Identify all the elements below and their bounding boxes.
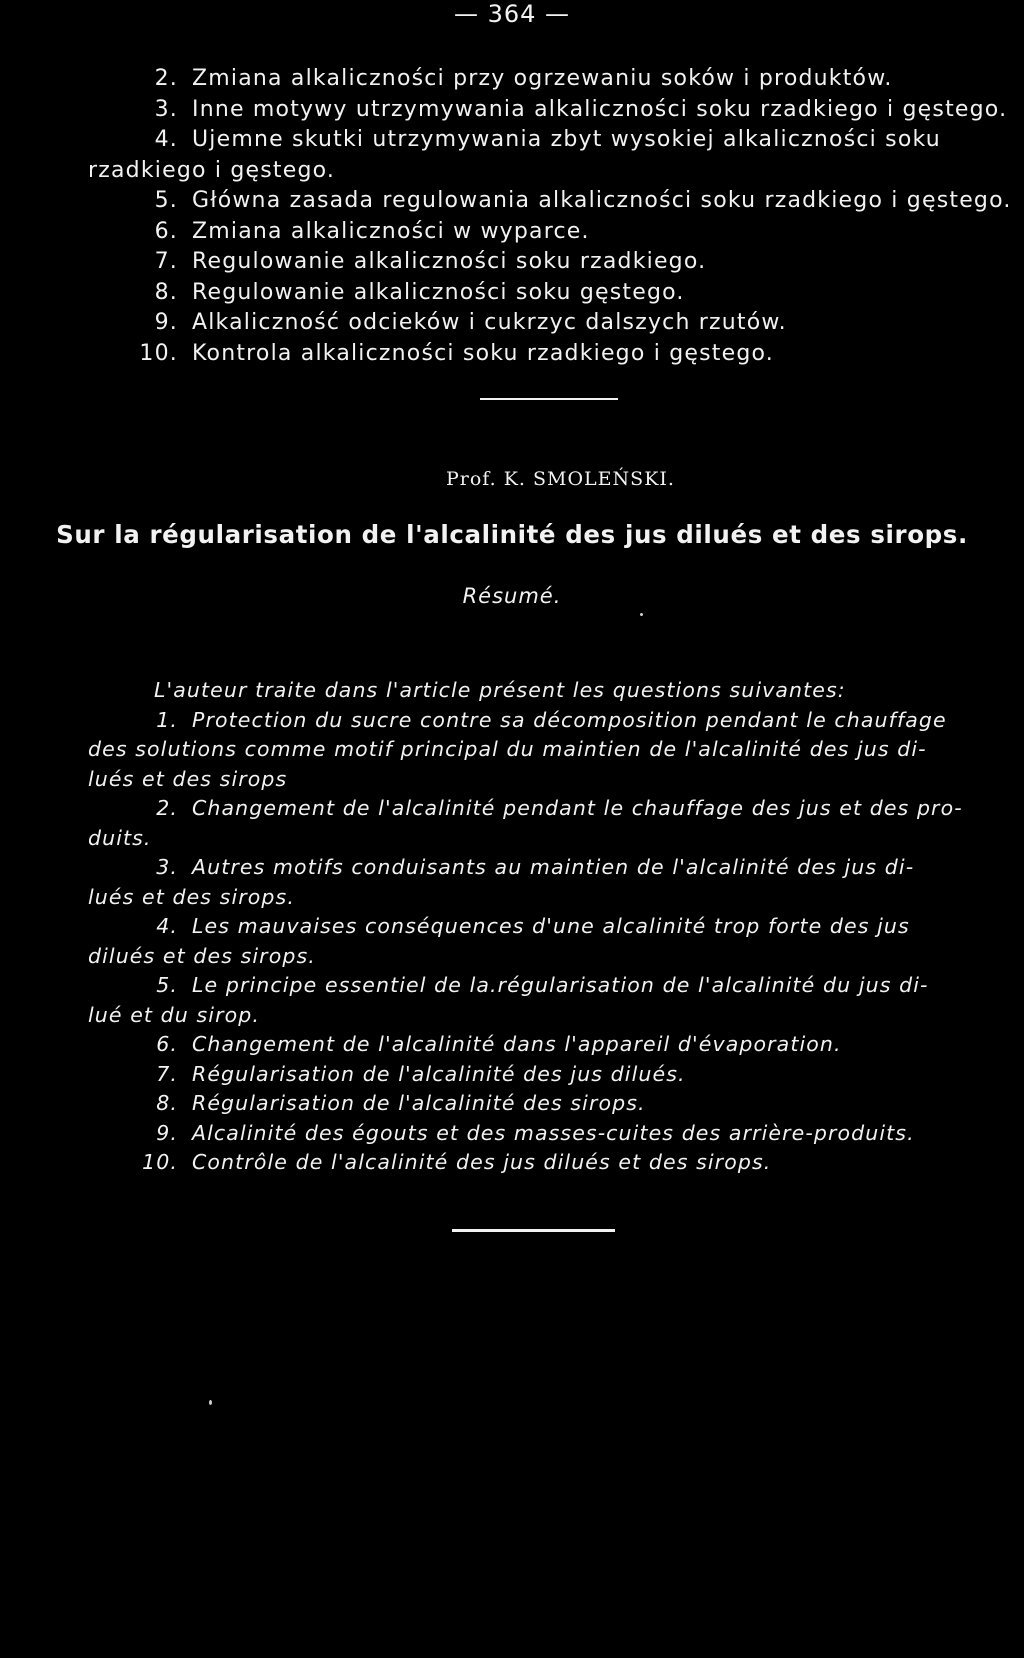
item-number: 4. xyxy=(154,127,178,152)
page-number: — 364 — xyxy=(453,0,571,28)
article-title: Sur la régularisation de l'alcalinité des jus dilués et des sirops. xyxy=(56,520,968,549)
item-number: 1. xyxy=(156,707,178,732)
item-text: Główna zasada regulowania alkaliczności soku rzadkiego i gęstego. xyxy=(192,188,1012,213)
list-item xyxy=(88,1030,1018,1060)
item-text: Alkaliczność odcieków i cukrzyc dalszych rzutów. xyxy=(192,310,787,335)
item-number: 2. xyxy=(156,796,178,820)
item-text: Le principe essentiel de la.régularisation de l'alcalinité du jus di- xyxy=(192,973,929,997)
list-item xyxy=(88,706,1018,795)
item-number: 9. xyxy=(156,1120,178,1145)
item-number: 6. xyxy=(154,218,178,244)
item-text: Changement de l'alcalinité dans l'appareil d'évaporation. xyxy=(192,1032,842,1056)
item-text: Les mauvaises conséquences d'une alcalinité trop forte des jus xyxy=(192,914,910,938)
author-name: Prof. K. SMOLEŃSKI. xyxy=(446,468,675,490)
item-text-continuation: duits. xyxy=(88,825,152,850)
item-number: 8. xyxy=(154,279,178,305)
item-number: 7. xyxy=(154,249,178,274)
list-item xyxy=(88,1060,1018,1090)
item-text: Kontrola alkaliczności soku rzadkiego i gęstego. xyxy=(192,340,774,366)
scan-speck xyxy=(209,1400,212,1405)
item-text: Ujemne skutki utrzymywania zbyt wysokiej alkaliczności soku xyxy=(192,127,941,152)
item-number: 4. xyxy=(156,914,178,938)
scan-speck xyxy=(640,613,643,616)
item-number: 2. xyxy=(154,66,178,91)
list-item xyxy=(88,308,1018,339)
item-text: Zmiana alkaliczności w wyparce. xyxy=(192,218,590,244)
item-text: Protection du sucre contre sa décomposition pendant le chauffage xyxy=(192,707,947,732)
list-item xyxy=(88,853,1018,912)
list-item xyxy=(88,1119,1018,1149)
item-number: 3. xyxy=(154,96,178,122)
list-item xyxy=(88,794,1018,853)
summary-heading: Résumé. xyxy=(462,584,562,608)
item-text: Régularisation de l'alcalinité des sirops. xyxy=(192,1091,646,1115)
list-item xyxy=(88,95,1018,126)
item-text: Régularisation de l'alcalinité des jus dilués. xyxy=(192,1061,686,1086)
item-text: Zmiana alkaliczności przy ogrzewaniu soków i produktów. xyxy=(192,66,893,91)
list-item xyxy=(88,1148,1018,1178)
list-item xyxy=(88,278,1018,309)
list-item xyxy=(88,186,1018,217)
list-item xyxy=(88,912,1018,971)
end-divider xyxy=(452,1229,615,1232)
item-text-continuation: lués et des sirops xyxy=(88,766,288,791)
item-number: 3. xyxy=(156,855,178,879)
item-number: 9. xyxy=(154,310,178,335)
item-number: 10. xyxy=(142,1150,178,1174)
item-text-continuation: lués et des sirops. xyxy=(88,884,295,909)
list-item xyxy=(88,64,1018,95)
polish-contents-list xyxy=(88,64,1018,369)
item-number: 7. xyxy=(156,1061,178,1086)
item-text: Contrôle de l'alcalinité des jus dilués et des sirops. xyxy=(192,1150,772,1174)
item-text: Inne motywy utrzymywania alkaliczności soku rzadkiego i gęstego. xyxy=(192,96,1008,122)
item-number: 5. xyxy=(154,188,178,213)
french-contents-list xyxy=(88,676,1018,1178)
item-text-continuation: dilués et des sirops. xyxy=(88,943,316,968)
item-number: 5. xyxy=(156,973,178,997)
section-divider xyxy=(480,398,618,400)
item-text: Regulowanie alkaliczności soku gęstego. xyxy=(192,279,685,305)
list-item xyxy=(88,971,1018,1030)
list-item xyxy=(88,1089,1018,1119)
item-text-continuation: lué et du sirop. xyxy=(88,1002,260,1027)
item-text: Changement de l'alcalinité pendant le chauffage des jus et des pro- xyxy=(192,796,963,820)
item-text: Alcalinité des égouts et des masses-cuites des arrière-produits. xyxy=(192,1120,915,1145)
french-intro: L'auteur traite dans l'article présent les questions suivantes: xyxy=(154,678,846,702)
item-number: 8. xyxy=(156,1091,178,1115)
item-text-continuation: rzadkiego i gęstego. xyxy=(88,157,336,183)
item-number: 10. xyxy=(139,340,178,366)
item-text: Regulowanie alkaliczności soku rzadkiego. xyxy=(192,249,707,274)
item-text: Autres motifs conduisants au maintien de l'alcalinité des jus di- xyxy=(192,855,915,879)
list-item xyxy=(88,339,1018,370)
list-item xyxy=(88,217,1018,248)
item-number: 6. xyxy=(156,1032,178,1056)
item-text-continuation: des solutions comme motif principal du maintien de l'alcalinité des jus di- xyxy=(88,737,927,761)
list-item xyxy=(88,125,1018,186)
list-item xyxy=(88,247,1018,278)
